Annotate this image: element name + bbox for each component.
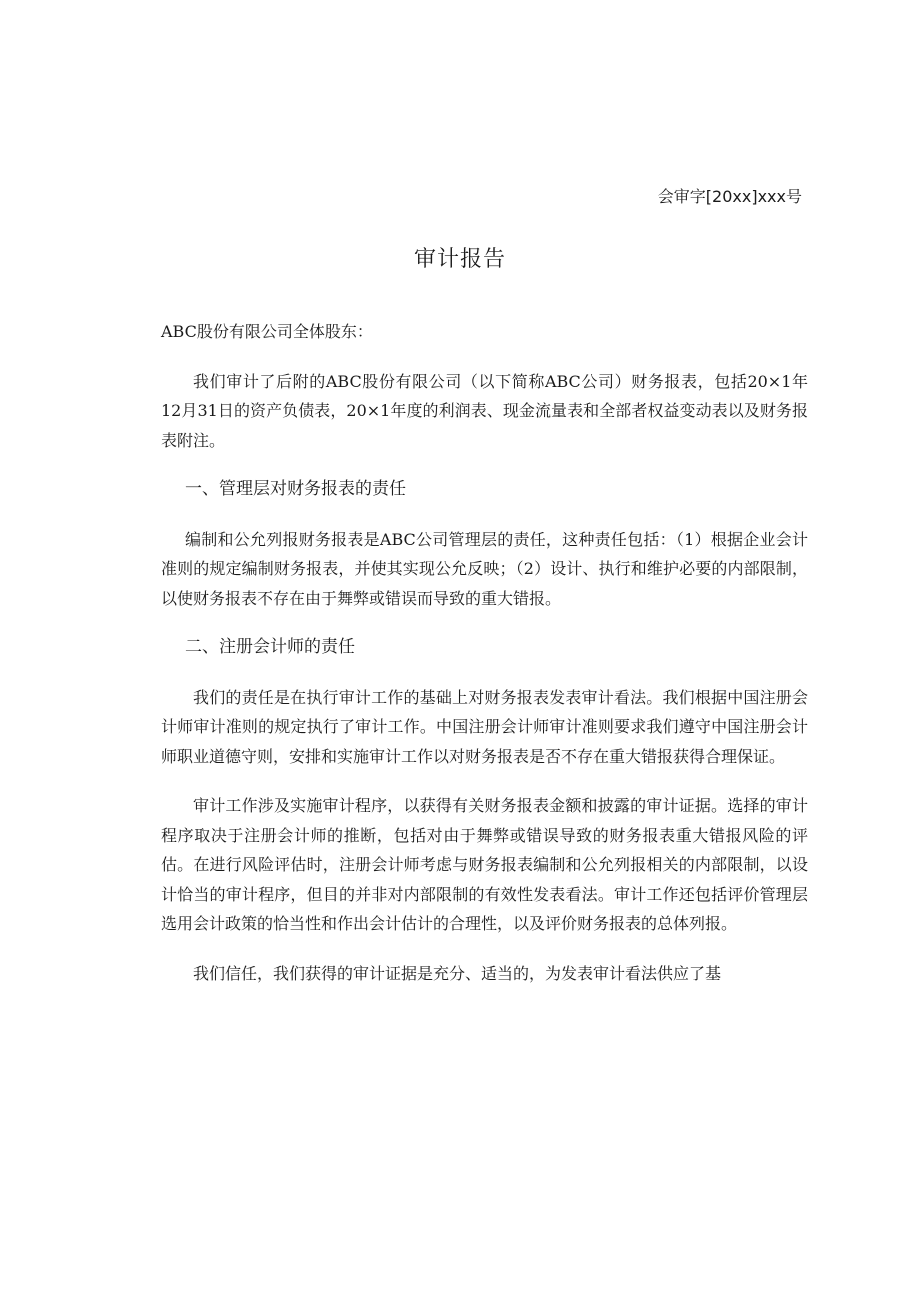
salutation: ABC股份有限公司全体股东： xyxy=(161,322,373,341)
document-number: 会审字[20xx]xxx号 xyxy=(657,187,802,206)
section-heading-auditor: 二、注册会计师的责任 xyxy=(185,637,355,657)
auditor-responsibility-paragraph-3: 我们信任，我们获得的审计证据是充分、适当的，为发表审计看法供应了基 xyxy=(193,963,722,983)
management-responsibility-paragraph: 编制和公允列报财务报表是ABC公司管理层的责任，这种责任包括：（1）根据企业会计准则的规定编制财务报表，并使其实现公允反映；（2）设计、执行和维护必要的内部限制，以使财务报表不存在由于舞弊或错误而导致的重大错报。 xyxy=(161,529,808,608)
intro-paragraph: 我们审计了后附的ABC股份有限公司（以下简称ABC公司）财务报表，包括20×1年12月31日的资产负债表，20×1年度的利润表、现金流量表和全部者权益变动表以及财务报表附注。 xyxy=(161,371,808,450)
section-heading-management: 一、管理层对财务报表的责任 xyxy=(185,479,406,499)
document-body xyxy=(161,317,808,988)
auditor-responsibility-paragraph-1: 我们的责任是在执行审计工作的基础上对财务报表发表审计看法。我们根据中国注册会计师审计准则的规定执行了审计工作。中国注册会计师审计准则要求我们遵守中国注册会计师职业道德守则，安排和实施审计工作以对财务报表是否不存在重大错报获得合理保证。 xyxy=(161,687,808,766)
document-title: 审计报告 xyxy=(413,247,506,272)
auditor-responsibility-paragraph-2: 审计工作涉及实施审计程序，以获得有关财务报表金额和披露的审计证据。选择的审计程序取决于注册会计师的推断，包括对由于舞弊或错误导致的财务报表重大错报风险的评估。在进行风险评估时，注册会计师考虑与财务报表编制和公允列报相关的内部限制，以设计恰当的审计程序，但目的并非对内部限制的有效性发表看法。审计工作还包括评价管理层选用会计政策的恰当性和作出会计估计的合理性，以及评价财务报表的总体列报。 xyxy=(161,796,808,933)
